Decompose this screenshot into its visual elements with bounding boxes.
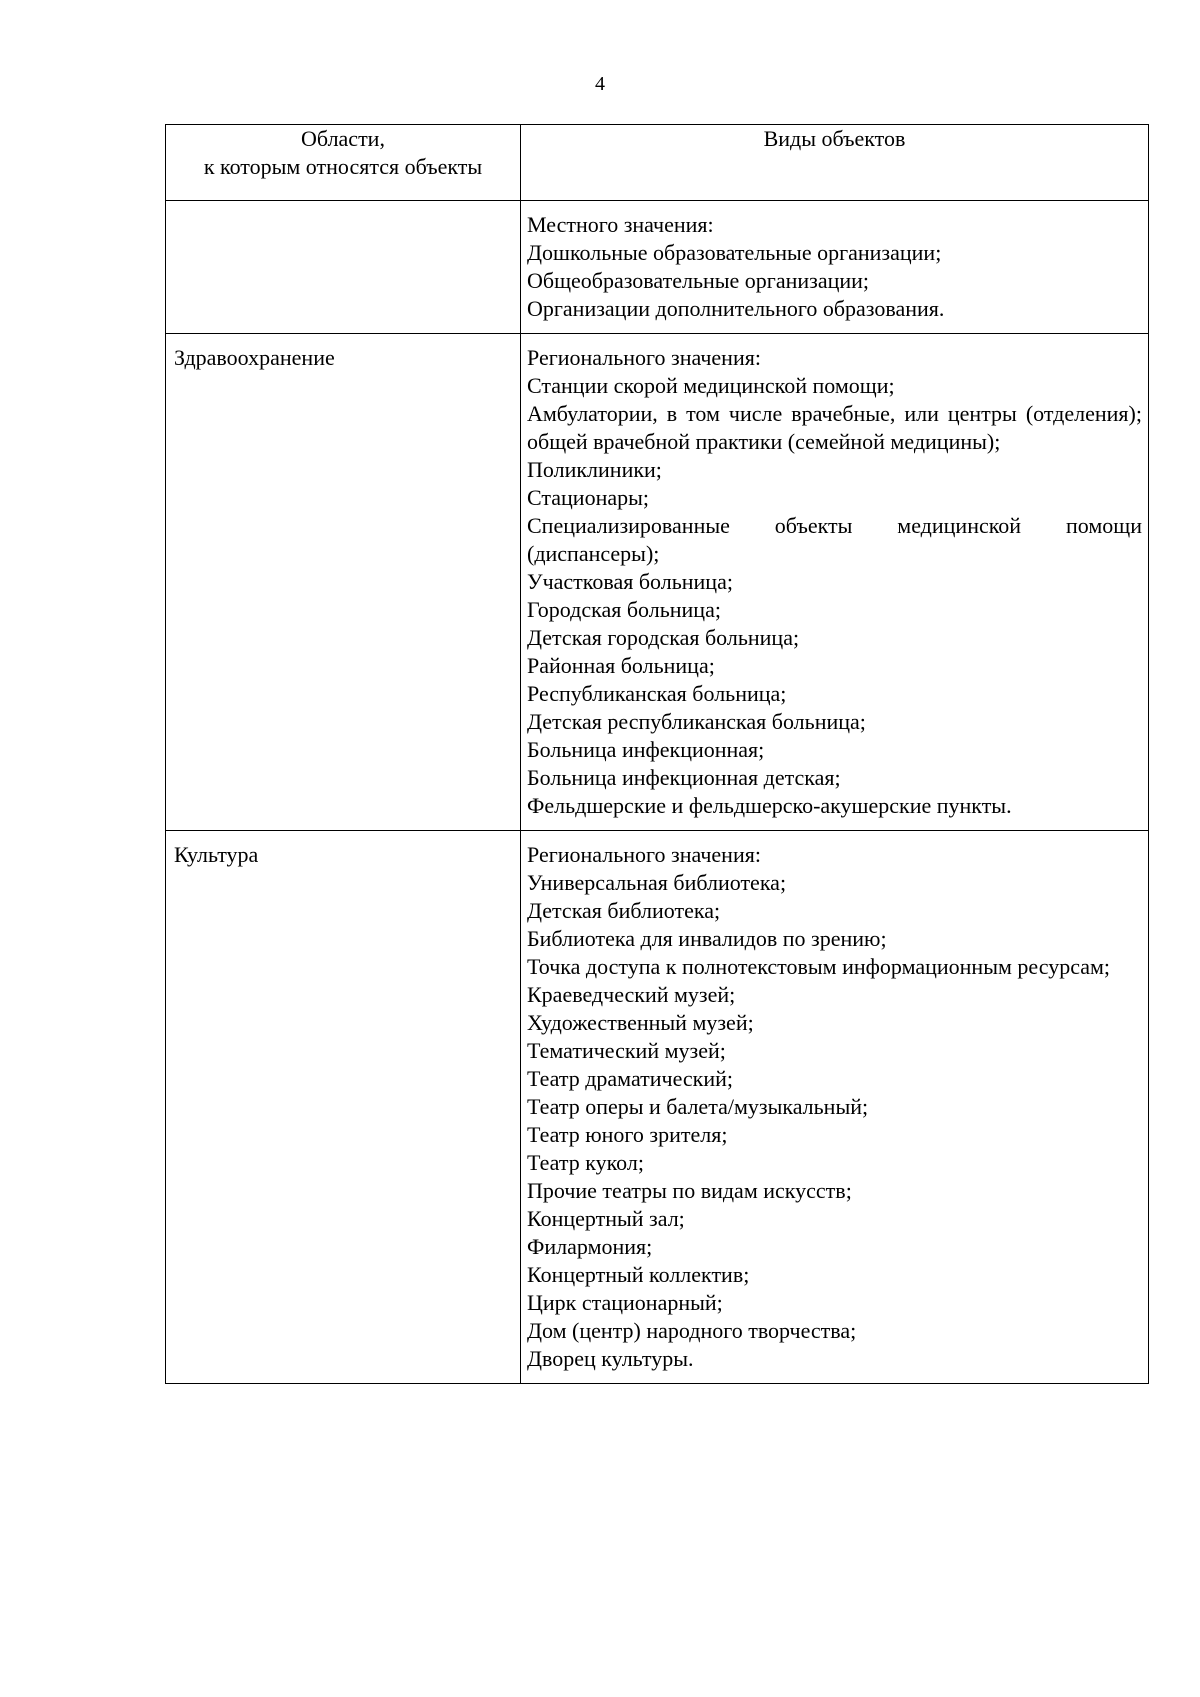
- kind-item: Театр оперы и балета/музыкальный;: [527, 1094, 869, 1119]
- kind-item: Концертный зал;: [527, 1206, 685, 1231]
- header-areas-line2: к которым относятся объекты: [203, 154, 483, 179]
- kind-item: Дом (центр) народного творчества;: [527, 1318, 857, 1343]
- table-row: [166, 334, 1149, 831]
- kind-item: Библиотека для инвалидов по зрению;: [527, 926, 887, 951]
- kind-item: Детская библиотека;: [527, 898, 721, 923]
- kind-item: Концертный коллектив;: [527, 1262, 750, 1287]
- kind-item: Дошкольные образовательные организации;: [527, 240, 942, 265]
- table-header-row: [166, 125, 1149, 201]
- kinds-cell: [521, 201, 1149, 334]
- kind-item: Театр драматический;: [527, 1066, 734, 1091]
- area-cell: Культура: [166, 831, 521, 1384]
- kind-item: Детская городская больница;: [527, 625, 800, 650]
- kinds-cell: [521, 831, 1149, 1384]
- kind-item: Амбулатории, в том числе врачебные, или центры (отделения); общей врачебной практики (семейной медицины);: [527, 401, 1142, 454]
- kind-item: Краеведческий музей;: [527, 982, 736, 1007]
- kind-item: Станции скорой медицинской помощи;: [527, 373, 895, 398]
- kind-item: Стационары;: [527, 485, 650, 510]
- objects-table: [165, 124, 1149, 1384]
- kind-item: Общеобразовательные организации;: [527, 268, 870, 293]
- kind-item: Специализированные объекты медицинской помощи (диспансеры);: [527, 513, 1142, 566]
- kind-item: Регионального значения:: [527, 345, 761, 370]
- kind-item: Прочие театры по видам искусств;: [527, 1178, 852, 1203]
- header-areas-line1: Области,: [301, 126, 385, 151]
- page-number: 4: [595, 73, 605, 95]
- kind-item: Организации дополнительного образования.: [527, 296, 945, 321]
- area-cell: Здравоохранение: [166, 334, 521, 831]
- kind-item: Больница инфекционная детская;: [527, 765, 841, 790]
- kind-item: Театр кукол;: [527, 1150, 644, 1175]
- header-kinds: Виды объектов: [521, 125, 1149, 201]
- kind-item: Фельдшерские и фельдшерско-акушерские пункты.: [527, 793, 1012, 818]
- kind-item: Городская больница;: [527, 597, 721, 622]
- kinds-cell: [521, 334, 1149, 831]
- kind-item: Театр юного зрителя;: [527, 1122, 728, 1147]
- table-row: [166, 831, 1149, 1384]
- kind-item: Филармония;: [527, 1234, 653, 1259]
- kind-item: Республиканская больница;: [527, 681, 787, 706]
- kind-item: Больница инфекционная;: [527, 737, 765, 762]
- kind-item: Универсальная библиотека;: [527, 870, 787, 895]
- kind-item: Участковая больница;: [527, 569, 733, 594]
- kind-item: Регионального значения:: [527, 842, 761, 867]
- kind-item: Тематический музей;: [527, 1038, 726, 1063]
- kind-item: Точка доступа к полнотекстовым информационным ресурсам;: [527, 954, 1111, 979]
- kind-item: Районная больница;: [527, 653, 715, 678]
- kind-item: Местного значения:: [527, 212, 714, 237]
- kind-item: Художественный музей;: [527, 1010, 754, 1035]
- kind-item: Дворец культуры.: [527, 1346, 694, 1371]
- area-cell: [166, 201, 521, 334]
- kind-item: Поликлиники;: [527, 457, 662, 482]
- kind-item: Цирк стационарный;: [527, 1290, 723, 1315]
- table-row: [166, 201, 1149, 334]
- header-areas: [166, 125, 521, 201]
- kind-item: Детская республиканская больница;: [527, 709, 866, 734]
